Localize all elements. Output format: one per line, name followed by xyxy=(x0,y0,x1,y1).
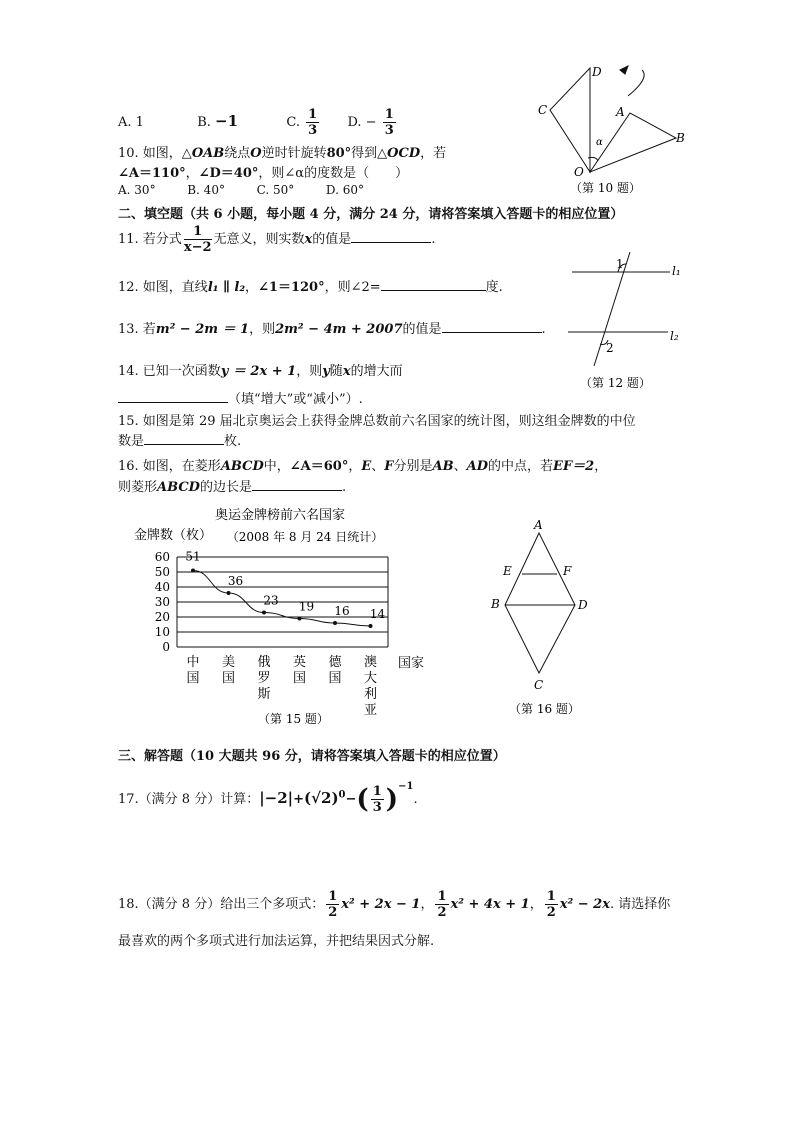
q10-triangle-oab: OAB xyxy=(191,146,225,161)
q9-option-d: D. − xyxy=(347,115,377,130)
q10-text-a: 10. 如图，△ xyxy=(118,146,192,161)
q14-line1 xyxy=(118,360,403,379)
q13-text-c: 的值是 xyxy=(402,322,442,337)
q14-answer-blank[interactable] xyxy=(118,390,228,403)
q16-angle-a: ∠A＝60° xyxy=(289,459,349,474)
q9-option-b-value: −1 xyxy=(215,112,239,130)
chart-point-4 xyxy=(333,621,337,625)
chart-point-1 xyxy=(227,591,231,595)
q10-point-o: O xyxy=(250,146,262,161)
q16-sep2: 、 xyxy=(453,459,467,474)
q14-var-y: y xyxy=(322,364,330,379)
q10-angle-d: ∠D＝40° xyxy=(198,166,259,181)
q9-option-b: B. xyxy=(197,115,211,130)
chart-point-5 xyxy=(369,624,373,628)
q9-options xyxy=(118,108,398,137)
q17-end: . xyxy=(413,792,418,807)
q16-text-g: 的中点，若 xyxy=(488,459,554,474)
q12-text-c: ，则∠2= xyxy=(324,280,381,295)
q12-answer-blank[interactable] xyxy=(381,278,486,291)
q12 xyxy=(118,276,503,295)
q10-options xyxy=(118,183,364,197)
q16-text-h: ， xyxy=(594,459,608,474)
q14-var-x: x xyxy=(342,364,351,379)
chart-subtitle: （2008 年 8 月 24 日统计） xyxy=(226,530,384,544)
q18-poly-1: x² + 2x − 1 xyxy=(341,897,421,912)
q12-angle-1: ∠1＝120° xyxy=(258,280,325,295)
label-angle-1: 1 xyxy=(616,257,624,271)
q16-text-line2b: 的边长是 xyxy=(199,480,252,495)
q16-side-ab: AB xyxy=(432,459,454,474)
chart-value-label-1: 36 xyxy=(227,574,244,588)
chart-value-labels xyxy=(185,550,385,622)
q15-answer-blank[interactable] xyxy=(144,432,224,445)
q15-line2 xyxy=(118,430,241,449)
q16-end: . xyxy=(341,480,347,495)
q12-parallel-figure xyxy=(560,248,700,393)
q11-var-x: x xyxy=(304,232,313,247)
q12-end: 度. xyxy=(485,280,503,295)
q17-exponent-neg1: −1 xyxy=(398,781,414,792)
chart-x-axis-label: 国家 xyxy=(398,656,425,671)
label-e: E xyxy=(503,564,512,578)
q18-poly-3: x² − 2x xyxy=(559,897,610,912)
rotation-arrow-head xyxy=(620,66,628,74)
label-alpha: α xyxy=(596,137,603,148)
q14-function: y ＝ 2x + 1 xyxy=(220,364,297,379)
q13-text-a: 13. 若 xyxy=(118,322,156,337)
q9-option-c-fraction: $\frac{1}{3}$ xyxy=(308,107,318,138)
q15-text-b: 数是 xyxy=(118,434,145,449)
chart-title: 奥运金牌榜前六名国家 xyxy=(214,508,346,523)
q17: 17.（满分 8 分）计算：$|-2|+(√2)^0-$( $\frac{1}{3}$ )$^{-1}$. xyxy=(118,781,418,815)
q10-line1 xyxy=(118,142,446,161)
chart-y-tick-60: 60 xyxy=(154,550,170,564)
chart-grid xyxy=(177,557,388,647)
rotation-arrow-arc xyxy=(628,70,644,96)
q15-line-chart xyxy=(130,503,430,731)
q16-point-f: F xyxy=(384,459,394,474)
label-l1: l₁ xyxy=(672,264,681,278)
q16-comma: ， xyxy=(348,459,362,474)
q16-sep1: 、 xyxy=(371,459,385,474)
q16-text-line2a: 则菱形 xyxy=(118,480,158,495)
triangle-ocd xyxy=(550,68,590,172)
q16-side-ad: AD xyxy=(466,459,489,474)
q11-text-c: 的值是 xyxy=(312,232,352,247)
q15-end: 枚. xyxy=(224,434,242,449)
q13-expression: 2m² − 4m + 2007 xyxy=(275,322,403,337)
q10-angle-80: 80° xyxy=(326,146,352,161)
q10-option-c: C. 50° xyxy=(256,183,295,197)
chart-x-label-0: 中国 xyxy=(186,655,200,686)
q10-comma: ， xyxy=(185,166,199,181)
chart-x-label-5: 澳大利亚 xyxy=(363,655,378,718)
q18-poly-2: x² + 4x + 1 xyxy=(450,897,530,912)
chart-y-axis-label: 金牌数（枚） xyxy=(134,528,213,543)
chart-value-label-5: 14 xyxy=(369,607,386,621)
q10-rotation-figure xyxy=(530,58,700,198)
chart-point-0 xyxy=(191,569,195,573)
label-o: O xyxy=(574,165,584,179)
chart-caption: （第 15 题） xyxy=(258,712,329,726)
q11-answer-blank[interactable] xyxy=(351,230,431,243)
q10-option-b: B. 40° xyxy=(187,183,225,197)
q18-half-3: $\frac{1}{2}$ xyxy=(546,889,556,920)
q13-condition: m² − 2m ＝ 1 xyxy=(155,322,250,337)
q10-question: ，则∠α的度数是（ ） xyxy=(258,166,409,181)
label-c: C xyxy=(538,103,548,117)
q13-text-b: ，则 xyxy=(249,322,276,337)
q10-figure-caption: （第 10 题） xyxy=(570,181,641,195)
q10-option-a: A. 30° xyxy=(118,183,156,197)
q14-text-c: 随 xyxy=(329,364,343,379)
label-a: A xyxy=(534,518,543,532)
label-b: B xyxy=(676,131,685,145)
q11-text-a: 11. 若分式 xyxy=(118,232,182,247)
chart-x-label-2: 俄罗斯 xyxy=(257,655,271,702)
q13 xyxy=(118,318,546,337)
chart-value-label-2: 23 xyxy=(263,593,279,608)
chart-y-tick-50: 50 xyxy=(154,565,170,579)
label-angle-2: 2 xyxy=(606,341,614,355)
label-d: D xyxy=(578,598,588,612)
q18-comma-2: ， xyxy=(529,897,543,912)
q13-answer-blank[interactable] xyxy=(442,320,542,333)
q17-text-a: 17.（满分 8 分）计算： xyxy=(118,792,260,807)
q16-line1 xyxy=(118,455,607,474)
q10-text-c: 逆时针旋转 xyxy=(261,146,327,161)
chart-point-3 xyxy=(298,617,302,621)
section3-heading: 三、解答题（10 大题共 96 分，请将答案填入答题卡的相应位置） xyxy=(118,749,506,764)
q18-half-1: $\frac{1}{2}$ xyxy=(328,889,338,920)
q10-text-e: ，若 xyxy=(420,146,447,161)
q15-line1: 15. 如图是第 29 届北京奥运会上获得金牌总数前六名国家的统计图，则这组金牌数的中位 xyxy=(118,414,636,429)
q11-text-b: 无意义，则实数 xyxy=(213,232,305,247)
q11-end: . xyxy=(431,232,436,247)
q17-plus: + xyxy=(293,792,305,807)
q10-angle-a: ∠A＝110° xyxy=(118,166,186,181)
q14-hint: （填“增大”或“减小”）. xyxy=(228,392,363,407)
q10-triangle-ocd: OCD xyxy=(387,146,421,161)
chart-value-label-4: 16 xyxy=(334,604,350,618)
q12-comma: ， xyxy=(245,280,259,295)
q16-rhombus-name-2: ABCD xyxy=(157,480,200,495)
chart-value-label-0: 51 xyxy=(185,549,201,564)
label-l2: l₂ xyxy=(670,329,679,343)
q18-text-a: 18.（满分 8 分）给出三个多项式： xyxy=(118,897,325,912)
chart-points xyxy=(191,569,373,629)
q16-answer-blank[interactable] xyxy=(252,478,342,491)
q12-figure-caption: （第 12 题） xyxy=(580,376,651,390)
q10-option-d: D. 60° xyxy=(325,183,365,197)
q17-minus: − xyxy=(345,792,357,807)
q9-option-d-fraction: $\frac{1}{3}$ xyxy=(384,107,394,138)
label-d: D xyxy=(592,65,602,79)
q10-line2 xyxy=(118,162,408,181)
q14-text-b: ，则 xyxy=(296,364,323,379)
label-f: F xyxy=(563,564,572,578)
q17-sqrt-term: (√2) xyxy=(304,789,339,807)
chart-x-label-3: 英国 xyxy=(292,655,307,686)
q10-text-b: 绕点 xyxy=(224,146,251,161)
q9-option-c: C. xyxy=(286,115,300,130)
q18-line1 xyxy=(118,890,670,919)
chart-y-tick-30: 30 xyxy=(154,595,170,609)
q12-text-a: 12. 如图，直线 xyxy=(118,280,208,295)
q16-text-d: 分别是 xyxy=(393,459,433,474)
q9-option-a: A. 1 xyxy=(118,115,144,130)
chart-y-tick-20: 20 xyxy=(154,610,170,624)
chart-x-labels xyxy=(186,654,377,718)
q14-text-d: 的增大而 xyxy=(350,364,403,379)
q18-comma-1: ， xyxy=(420,897,434,912)
q16-text-a: 16. 如图，在菱形 xyxy=(118,459,221,474)
chart-y-ticks xyxy=(155,550,170,654)
q17-exponent-0: 0 xyxy=(338,789,346,801)
q10-text-d: 得到△ xyxy=(351,146,388,161)
q11 xyxy=(118,225,435,254)
q18-text-b: . 请选择你 xyxy=(609,897,671,912)
chart-y-tick-40: 40 xyxy=(154,580,170,594)
q17-absolute-value: |−2| xyxy=(259,789,294,807)
section2-heading: 二、填空题（共 6 小题，每小题 4 分，满分 24 分，请将答案填入答题卡的相应位置） xyxy=(118,207,624,222)
q16-rhombus-figure xyxy=(485,515,595,720)
chart-y-tick-0: 0 xyxy=(162,640,170,654)
q12-parallel-lines: l₁ ∥ l₂ xyxy=(207,280,246,295)
chart-point-2 xyxy=(262,611,266,615)
q16-point-e: E xyxy=(361,459,372,474)
q14-text-a: 14. 已知一次函数 xyxy=(118,364,221,379)
chart-x-label-4: 德国 xyxy=(328,655,342,686)
triangle-oab xyxy=(590,113,676,172)
q18-half-2: $\frac{1}{2}$ xyxy=(437,889,447,920)
label-a: A xyxy=(616,105,625,119)
q17-fraction: $\frac{1}{3}$ xyxy=(372,784,382,815)
label-b: B xyxy=(491,597,500,611)
q16-line2 xyxy=(118,476,346,495)
q11-fraction: $\frac{1}{x-2}$ xyxy=(183,224,212,255)
q13-end: . xyxy=(541,322,546,337)
q16-figure-caption: （第 16 题） xyxy=(509,702,580,716)
q16-text-b: 中， xyxy=(263,459,290,474)
chart-value-label-3: 19 xyxy=(298,599,315,614)
rhombus-abcd xyxy=(505,533,575,673)
q16-rhombus-name: ABCD xyxy=(220,459,264,474)
chart-y-tick-10: 10 xyxy=(154,625,170,639)
q14-line2 xyxy=(118,388,363,407)
q16-ef-length: EF＝2 xyxy=(553,459,595,474)
q18-line2: 最喜欢的两个多项式进行加法运算，并把结果因式分解. xyxy=(118,934,435,949)
chart-x-label-1: 美国 xyxy=(221,655,236,686)
label-c: C xyxy=(534,678,544,692)
